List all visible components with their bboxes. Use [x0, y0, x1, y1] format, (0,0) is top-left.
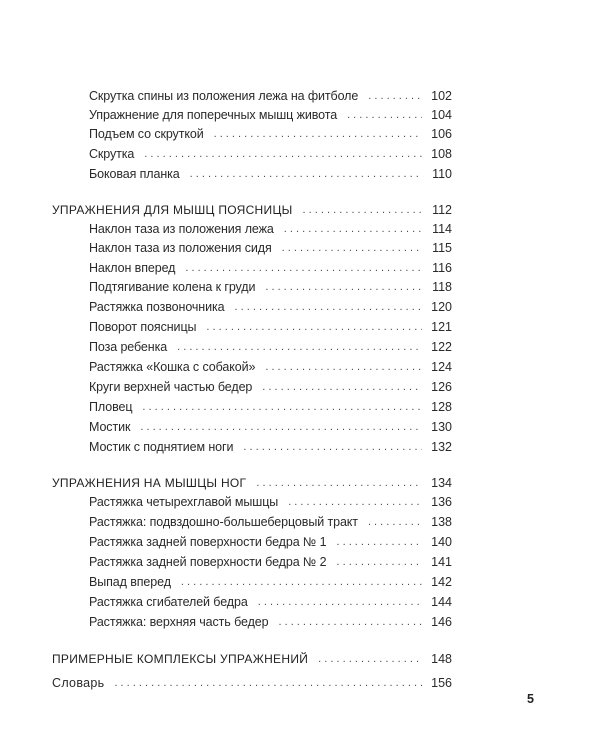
dot-leader [303, 202, 422, 218]
toc-entry[interactable] [89, 339, 452, 356]
toc-entry-title: Подтягивание колена к груди [89, 280, 256, 294]
dot-leader [256, 475, 422, 491]
toc-entry[interactable] [89, 534, 452, 551]
dot-leader [336, 534, 422, 550]
toc-section-title: ПРИМЕРНЫЕ КОМПЛЕКСЫ УПРАЖНЕНИЙ [52, 652, 309, 666]
toc-entry-title: Растяжка сгибателей бедра [89, 595, 248, 609]
toc-section-heading[interactable] [52, 202, 452, 219]
toc-entry-page: 140 [431, 535, 452, 549]
toc-entry-page: 110 [432, 167, 452, 181]
dot-leader [235, 299, 423, 315]
dot-leader [140, 419, 422, 435]
toc-entry-title: Скрутка спины из положения лежа на фитболе [89, 89, 359, 103]
dot-leader [336, 554, 422, 570]
toc-entry-title: Поворот поясницы [89, 320, 197, 334]
dot-leader [214, 126, 422, 142]
toc-entry-page: 126 [431, 380, 452, 394]
toc-entry-page: 114 [432, 222, 452, 236]
dot-leader [278, 614, 422, 630]
toc-entry-title: Скрутка [89, 147, 135, 161]
toc-entry-page: 138 [431, 515, 452, 529]
toc-section-heading[interactable] [52, 651, 452, 668]
dot-leader [265, 359, 422, 375]
toc-entry-page: 102 [431, 89, 452, 103]
toc-section-page: 112 [432, 203, 452, 217]
dot-leader [206, 319, 422, 335]
toc-entry-page: 136 [431, 495, 452, 509]
toc-entry-page: 108 [431, 147, 452, 161]
toc-entry-page: 120 [431, 300, 452, 314]
toc-entry[interactable] [89, 614, 452, 631]
dot-leader [288, 494, 422, 510]
toc-section-page: 148 [431, 652, 452, 666]
dot-leader [368, 514, 422, 530]
toc-entry[interactable] [89, 419, 452, 436]
toc-entry-page: 128 [431, 400, 452, 414]
toc-entry[interactable] [89, 146, 452, 163]
dot-leader [262, 379, 422, 395]
toc-entry[interactable] [89, 514, 452, 531]
dot-leader [243, 439, 422, 455]
toc-entry-page: 106 [431, 127, 452, 141]
toc-entry-title: Растяжка задней поверхности бедра № 1 [89, 535, 327, 549]
toc-entry[interactable] [89, 166, 452, 183]
toc-section-page: 134 [431, 476, 452, 490]
dot-leader [144, 146, 422, 162]
toc-section-title: УПРАЖНЕНИЯ ДЛЯ МЫШЦ ПОЯСНИЦЫ [52, 203, 293, 217]
toc-entry-page: 122 [431, 340, 452, 354]
dot-leader [265, 279, 422, 295]
toc-entry-page: 132 [431, 440, 452, 454]
dot-leader [114, 675, 422, 691]
toc-entry-page: 146 [431, 615, 452, 629]
toc-entry-title: Растяжка позвоночника [89, 300, 225, 314]
toc-entry-page: 104 [431, 108, 452, 122]
toc-entry-page: 141 [431, 555, 452, 569]
toc-entry-page: 118 [432, 280, 452, 294]
toc-entry[interactable] [89, 88, 452, 105]
toc-glossary-page: 156 [431, 676, 452, 690]
toc-section-title: УПРАЖНЕНИЯ НА МЫШЦЫ НОГ [52, 476, 247, 490]
toc-entry-title: Боковая планка [89, 167, 180, 181]
toc-entry[interactable] [89, 379, 452, 396]
toc-entry[interactable] [89, 359, 452, 376]
toc-entry[interactable] [89, 399, 452, 416]
toc-entry[interactable] [89, 299, 452, 316]
toc-entry-page: 116 [432, 261, 452, 275]
dot-leader [284, 221, 422, 237]
toc-entry[interactable] [89, 240, 452, 257]
toc-entry-title: Мостик [89, 420, 131, 434]
toc-entry-title: Растяжка четырехглавой мышцы [89, 495, 279, 509]
dot-leader [185, 260, 422, 276]
toc-entry-page: 130 [431, 420, 452, 434]
toc-entry-page: 115 [432, 241, 452, 255]
toc-entry-page: 142 [431, 575, 452, 589]
toc-entry-title: Круги верхней частью бедер [89, 380, 253, 394]
toc-entry-title: Подъем со скруткой [89, 127, 204, 141]
toc-glossary-entry[interactable] [52, 675, 452, 692]
toc-entry-title: Мостик с поднятием ноги [89, 440, 234, 454]
toc-entry-title: Наклон таза из положения лежа [89, 222, 274, 236]
dot-leader [368, 88, 422, 104]
dot-leader [258, 594, 422, 610]
toc-entry[interactable] [89, 439, 452, 456]
toc-entry-title: Выпад вперед [89, 575, 171, 589]
toc-entry-title: Упражнение для поперечных мышц живота [89, 108, 338, 122]
dot-leader [318, 651, 422, 667]
toc-entry[interactable] [89, 594, 452, 611]
toc-entry[interactable] [89, 494, 452, 511]
toc-entry-title: Поза ребенка [89, 340, 168, 354]
dot-leader [177, 339, 422, 355]
dot-leader [190, 166, 422, 182]
toc-entry[interactable] [89, 279, 452, 296]
dot-leader [181, 574, 422, 590]
toc-entry[interactable] [89, 221, 452, 238]
toc-entry[interactable] [89, 574, 452, 591]
toc-entry-page: 121 [431, 320, 452, 334]
toc-entry[interactable] [89, 126, 452, 143]
toc-entry[interactable] [89, 554, 452, 571]
toc-entry[interactable] [89, 260, 452, 277]
dot-leader [142, 399, 422, 415]
toc-entry[interactable] [89, 107, 452, 124]
toc-glossary-title: Словарь [52, 676, 105, 690]
toc-entry-title: Растяжка: подвздошно-большеберцовый тракт [89, 515, 358, 529]
toc-entry-title: Растяжка задней поверхности бедра № 2 [89, 555, 327, 569]
toc-entry-title: Пловец [89, 400, 133, 414]
toc-entry-title: Растяжка: верхняя часть бедер [89, 615, 269, 629]
page-number: 5 [527, 692, 534, 706]
toc-entry-title: Наклон таза из положения сидя [89, 241, 272, 255]
toc-entry-page: 144 [431, 595, 452, 609]
dot-leader [347, 107, 422, 123]
toc-entry[interactable] [89, 319, 452, 336]
toc-entry-title: Наклон вперед [89, 261, 176, 275]
dot-leader [282, 240, 422, 256]
toc-section-heading[interactable] [52, 475, 452, 492]
toc-entry-page: 124 [431, 360, 452, 374]
toc-entry-title: Растяжка «Кошка с собакой» [89, 360, 256, 374]
